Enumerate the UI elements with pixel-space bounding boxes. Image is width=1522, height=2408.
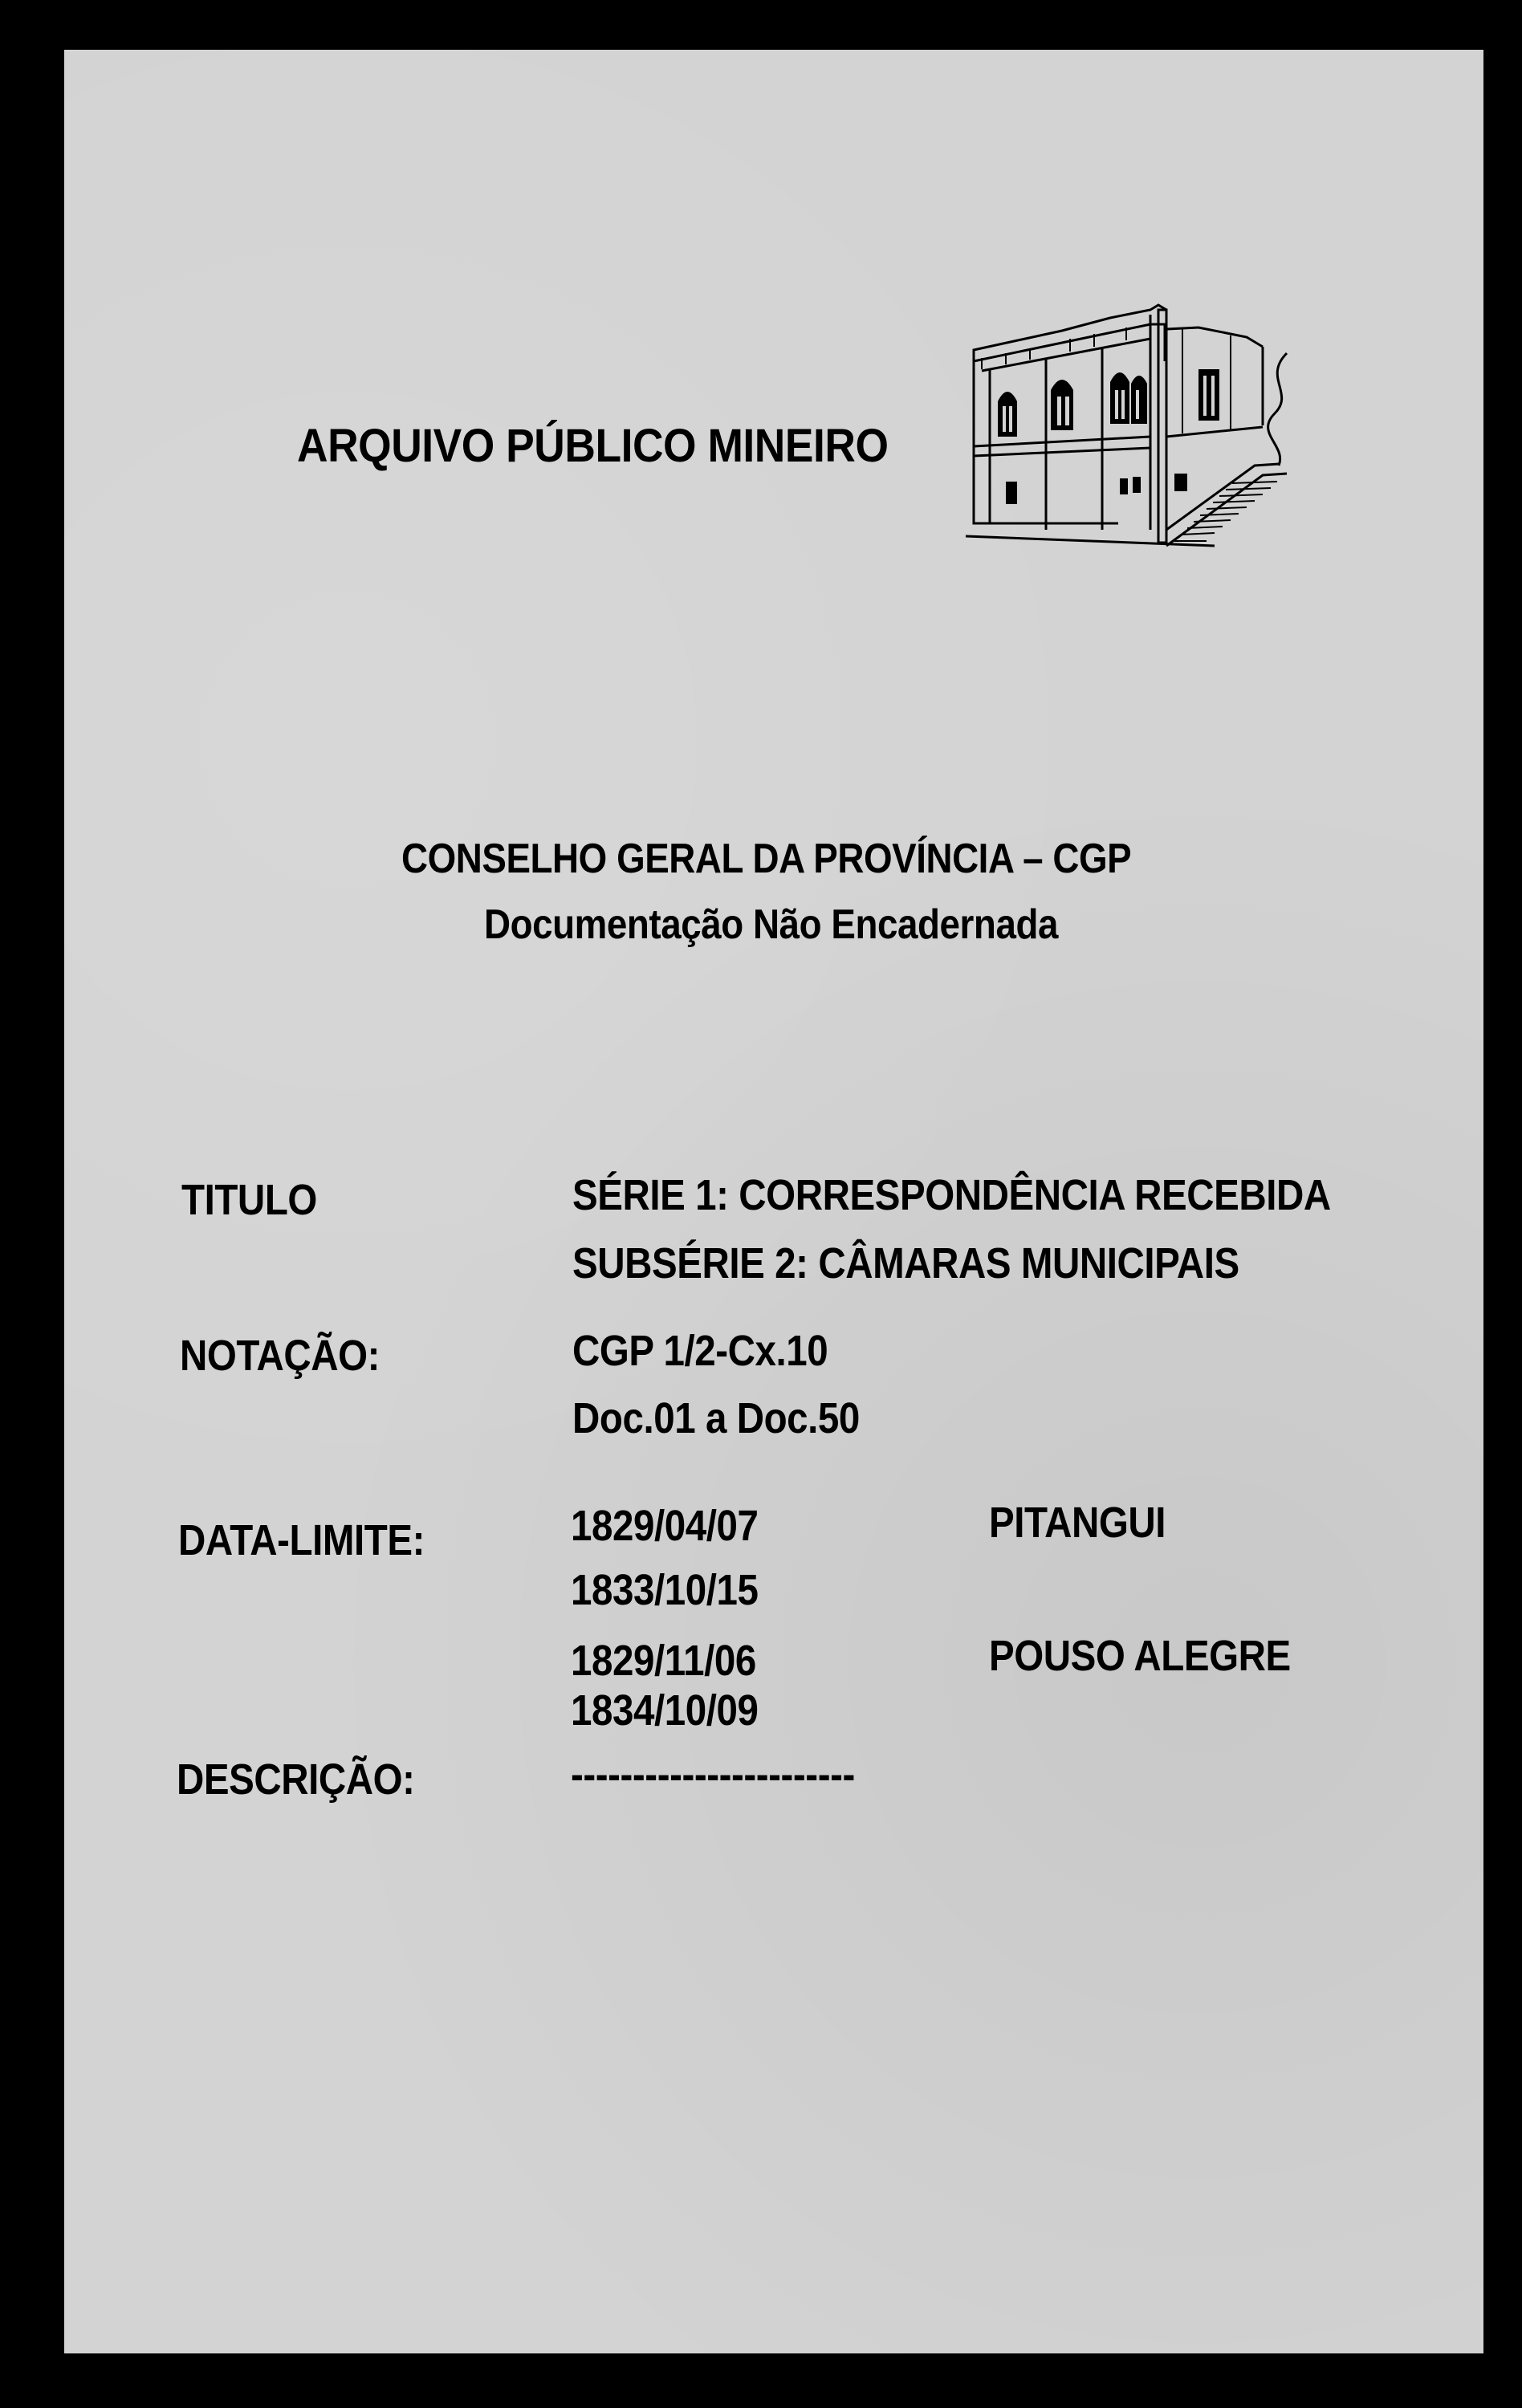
building-drawing-icon [910, 241, 1296, 586]
date-range-2-place: POUSO ALEGRE [989, 1632, 1291, 1680]
data-limite-label: DATA-LIMITE: [178, 1516, 425, 1564]
fonds-subtitle: Documentação Não Encadernada [484, 901, 1058, 948]
fonds-title: CONSELHO GERAL DA PROVÍNCIA – CGP [401, 836, 1132, 882]
date-range-1-end: 1833/10/15 [571, 1566, 759, 1614]
notacao-code: CGP 1/2-Cx.10 [572, 1327, 828, 1375]
date-range-1-start: 1829/04/07 [571, 1502, 759, 1550]
date-range-2-end: 1834/10/09 [571, 1686, 759, 1735]
serie-value: SÉRIE 1: CORRESPONDÊNCIA RECEBIDA [572, 1171, 1331, 1219]
notacao-docs: Doc.01 a Doc.50 [572, 1394, 860, 1442]
date-range-2-start: 1829/11/06 [571, 1637, 756, 1685]
notacao-label: NOTAÇÃO: [180, 1332, 380, 1380]
titulo-label: TITULO [181, 1176, 317, 1224]
date-range-1-place: PITANGUI [989, 1499, 1166, 1547]
institution-title: ARQUIVO PÚBLICO MINEIRO [297, 420, 889, 472]
subserie-value: SUBSÉRIE 2: CÂMARAS MUNICIPAIS [572, 1239, 1239, 1287]
descricao-value: ----------------------- [571, 1751, 855, 1799]
descricao-label: DESCRIÇÃO: [177, 1755, 415, 1804]
